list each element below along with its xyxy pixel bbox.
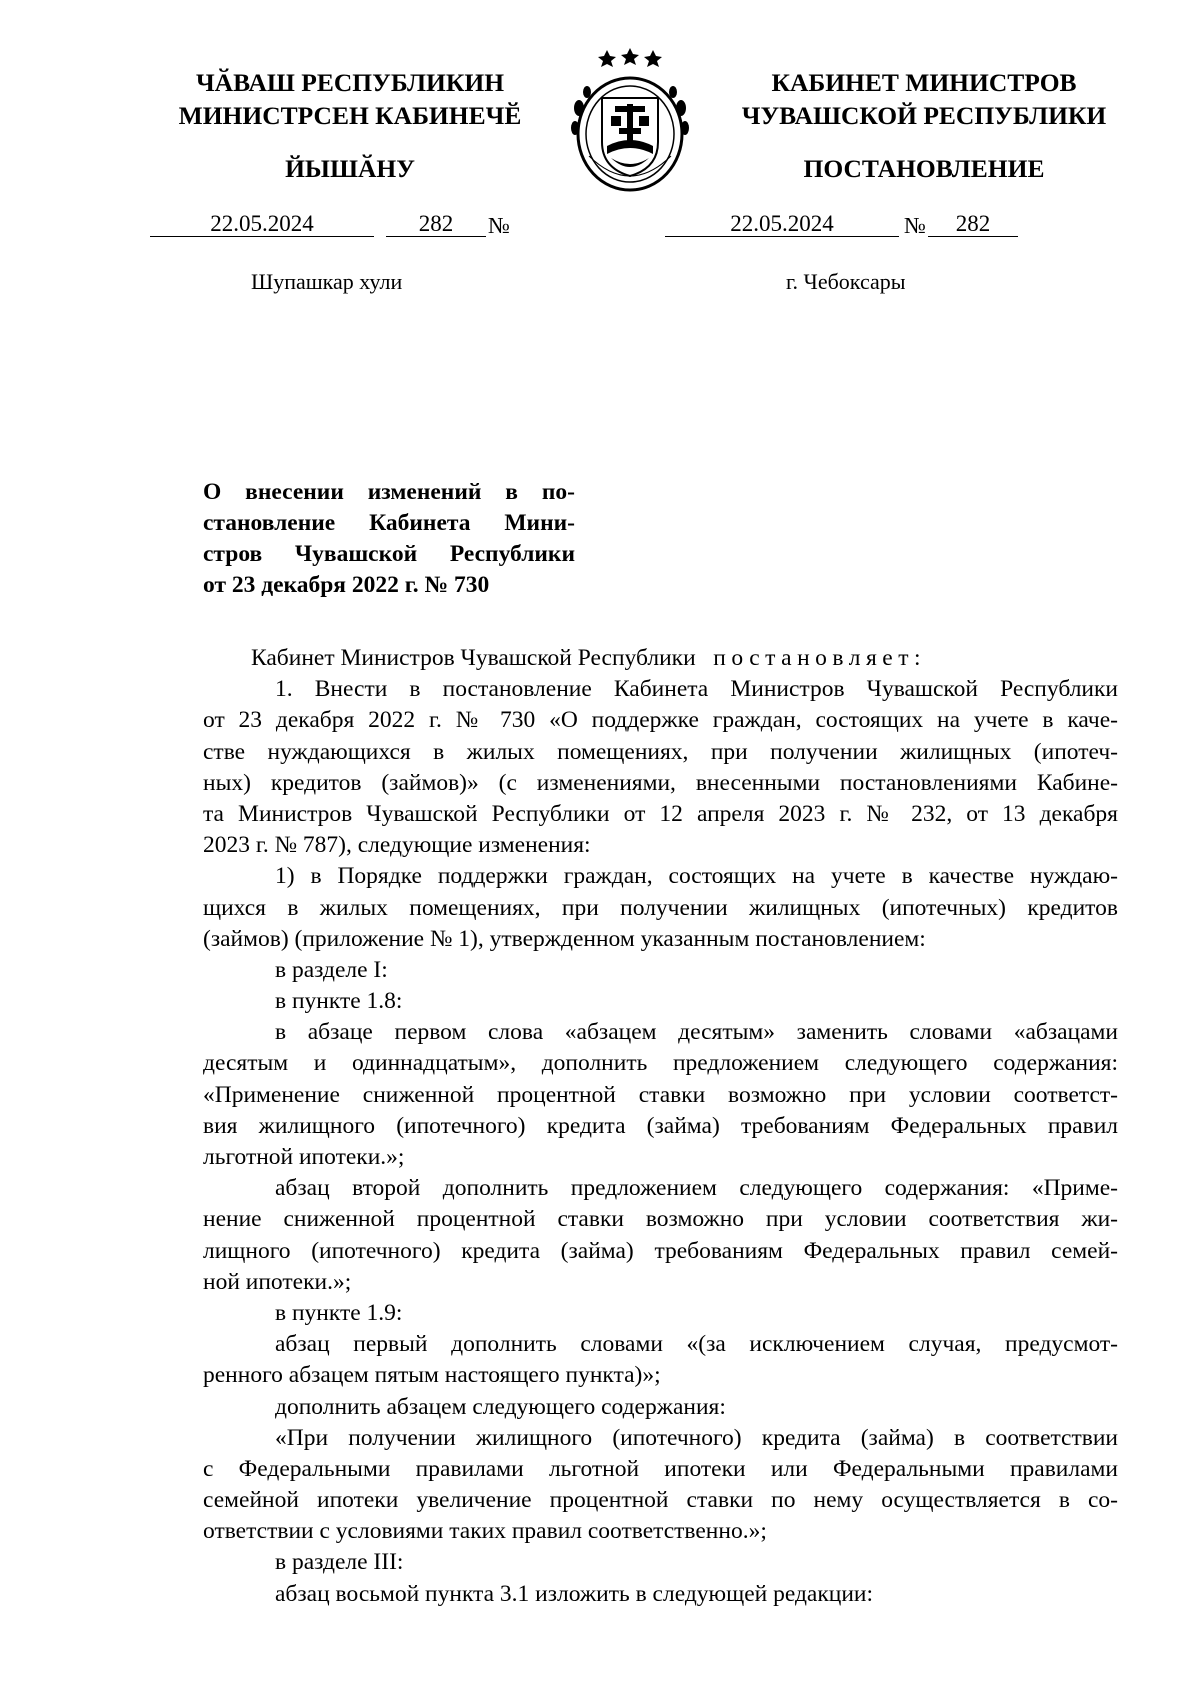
body-line: от 23 декабря 2022 г. № 730 «О поддержке граждан, состоящих на учете в каче-: [203, 707, 1118, 734]
number-right: 282: [955, 211, 991, 236]
doc-type-right: ПОСТАНОВЛЕНИЕ: [803, 154, 1045, 183]
header-right-line-2: ЧУВАШСКОЙ РЕСПУБЛИКИ: [741, 101, 1107, 130]
number-left-field: [386, 210, 486, 237]
body-line: лищного (ипотечного) кредита (займа) требованиям Федеральных правил семей-: [203, 1237, 1118, 1264]
body-line: льготной ипотеки.»;: [203, 1144, 405, 1170]
number-sign-right: №: [904, 213, 926, 238]
body-line: «Применение сниженной процентной ставки возможно при условии соответст-: [203, 1081, 1118, 1108]
body-line: вия жилищного (ипотечного) кредита (займа) требованиям Федеральных правил: [203, 1112, 1118, 1139]
number-sign-left: №: [488, 213, 510, 238]
body-line: в пункте 1.8:: [275, 988, 403, 1015]
body-line: нение сниженной процентной ставки возможно при условии соответствия жи-: [203, 1206, 1118, 1233]
body-line: в абзаце первом слова «абзацем десятым» заменить словами «абзацами: [275, 1019, 1118, 1046]
body-line: семейной ипотеки увеличение процентной ставки по нему осуществляется в со-: [203, 1487, 1118, 1514]
place-right: г. Чебоксары: [786, 269, 906, 294]
body-line: в пункте 1.9:: [275, 1299, 403, 1326]
date-right-field: [665, 210, 899, 237]
body-line: 2023 г. № 787), следующие изменения:: [203, 832, 591, 859]
body-line: 1. Внести в постановление Кабинета Министров Чувашской Республики: [275, 676, 1118, 703]
number-left: 282: [418, 211, 454, 236]
body-line: ренного абзацем пятым настоящего пункта)»;: [203, 1362, 661, 1389]
body-line: стве нуждающихся в жилых помещениях, при получении жилищных (ипотеч-: [203, 738, 1118, 765]
header-left-line-2: МИНИСТРСЕН КАБИНЕЧӖ: [178, 101, 522, 130]
subject-line: от 23 декабря 2022 г. № 730: [203, 572, 490, 598]
body-line: ответствии с условиями таких правил соответственно.»;: [203, 1518, 767, 1545]
body-line: в разделе I:: [275, 956, 388, 983]
body-line: десятым и одиннадцатым», дополнить предложением следующего содержания:: [203, 1050, 1118, 1077]
date-left-field: [150, 210, 374, 237]
document-subject: [203, 477, 575, 601]
intro-suffix: :: [913, 645, 921, 671]
header-left-title: [140, 66, 560, 132]
body-line: дополнить абзацем следующего содержания:: [275, 1393, 726, 1420]
place-left: Шупашкар хули: [251, 269, 403, 294]
body-line: 1) в Порядке поддержки граждан, состоящих на учете в качестве нуждаю-: [275, 863, 1118, 890]
date-left: 22.05.2024: [210, 211, 314, 236]
header-right-line-1: КАБИНЕТ МИНИСТРОВ: [771, 68, 1077, 97]
body-line: с Федеральными правилами льготной ипотеки или Федеральными правилами: [203, 1455, 1118, 1482]
date-right: 22.05.2024: [730, 211, 834, 236]
coat-of-arms-emblem: [567, 46, 693, 196]
body-intro-line: [179, 643, 1118, 674]
body-line: ных) кредитов (займов)» (с изменениями, внесенными постановлениями Кабине-: [203, 769, 1118, 796]
body-line: абзац первый дополнить словами «(за исключением случая, предусмот-: [275, 1331, 1118, 1358]
body-line: абзац второй дополнить предложением следующего содержания: «Приме-: [275, 1175, 1118, 1202]
document-body: [203, 643, 1118, 1610]
header-left-line-1: ЧӐВАШ РЕСПУБЛИКИН: [195, 68, 505, 97]
subject-line: стров Чувашской Республики: [203, 541, 575, 567]
subject-line: О внесении изменений в по-: [203, 479, 575, 505]
body-line: та Министров Чувашской Республики от 12 апреля 2023 г. № 232, от 13 декабря: [203, 800, 1118, 827]
body-line: в разделе III:: [275, 1549, 404, 1576]
intro-prefix: Кабинет Министров Чувашской Республики: [251, 645, 696, 671]
body-line: абзац восьмой пункта 3.1 изложить в следующей редакции:: [275, 1580, 874, 1607]
doc-type-left: ЙЫШӐНУ: [285, 154, 415, 183]
number-right-field: [928, 210, 1018, 237]
intro-spaced-word: постановляет: [713, 645, 914, 671]
subject-line: становление Кабинета Мини-: [203, 510, 575, 536]
body-line: (займов) (приложение № 1), утвержденном указанным постановлением:: [203, 925, 926, 952]
body-line: «При получении жилищного (ипотечного) кредита (займа) в соответствии: [275, 1424, 1118, 1451]
body-line: щихся в жилых помещениях, при получении жилищных (ипотечных) кредитов: [203, 894, 1118, 921]
body-line: ной ипотеки.»;: [203, 1268, 352, 1295]
header-right-title: [708, 66, 1140, 132]
